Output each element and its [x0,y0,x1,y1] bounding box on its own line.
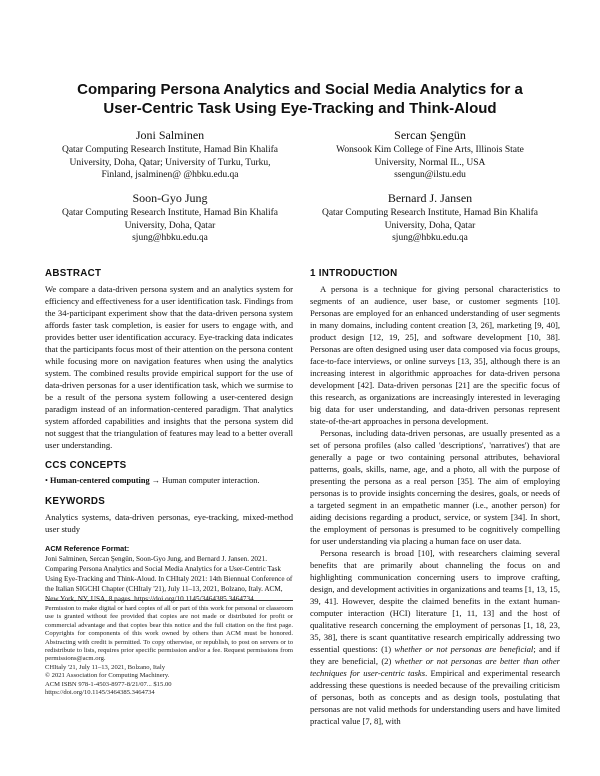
intro-paragraph-3 [310,547,560,727]
permission-notice: Permission to make digital or hard copies of all or part of this work for personal or classroom use is granted without fee provided that copies are not made or distributed for profit or commercial advantage and that copies bear this notice and the full citation on the first page. Copyrights for components of this work owned by others than ACM must be honored. Abstracting with credit is permitted. To copy otherwise, or republish, to post on servers or to redistribute to lists, requires prior specific permission and/or a fee. Request permissions from permissions@acm.org. [45,605,293,663]
author-email: ssengun@ilstu.edu [394,170,466,180]
author-affiliation: University, Doha, Qatar [124,220,216,231]
introduction-heading: 1 INTRODUCTION [310,268,398,279]
right-column [310,268,560,727]
author-email: sjung@hbku.edu.qa [132,233,208,243]
keywords-heading: KEYWORDS [45,496,106,507]
ccs-concept: Human-centered computing [49,476,150,485]
author-affiliation: Qatar Computing Research Institute, Hamad Bin Khalifa [61,145,279,155]
ccs-heading: CCS CONCEPTS [45,460,127,471]
author-block-1 [45,127,295,182]
author-name: Joni Salminen [135,128,205,142]
author-name: Soon-Gyo Jung [132,191,208,205]
author-affiliation: University, Normal IL., USA [374,157,486,168]
abstract-text: We compare a data-driven persona system and an analytics system for efficiency and effectiveness for a user identification task. Findings from the 34-participant experiment show that the data-driven persona system affords faster task completion, is easier for users to engage with, and provides better user identification accuracy. Eye-tracking data indicates that the participants focus most of their attention on the persona content while focusing more on navigation features when using the analytics system. The combined results provide empirical support for the use of data-driven personas for a user identification task, which we surmise to be a result of the persona system following a user-centered design paradigm instead of an information-centered paradigm. That analytics system afforded capabilities and insights that the persona system did not suggest that the triangulation of features may lead to a better overall user understanding. [45,284,293,450]
author-email: sjung@hbku.edu.qa [392,233,468,243]
isbn-line: ACM ISBN 978-1-4503-8977-8/21/07... $15.00 [45,680,172,688]
intro-p3-part-c: . Empirical and experimental research addressing these questions is needed because of the prevailing criticism of personas, both as concepts and as design tools, postulating that personas are not valid methods for understanding users and have limited practical value [7, 8], with [310,668,561,726]
copyright-line: © 2021 Association for Computing Machinery. [45,672,170,680]
arrow-icon: → [151,476,160,485]
research-question-1: whether or not personas are beneficial [394,644,534,654]
author-affiliation: Qatar Computing Research Institute, Hamad Bin Khalifa [321,208,539,218]
title-line-1: Comparing Persona Analytics and Social Media Analytics for a [77,81,523,98]
research-question-2: whether or not personas are better than other techniques for user-centric tasks [310,656,560,678]
abstract-heading: ABSTRACT [45,268,102,279]
ccs-subconcept: Human computer interaction. [162,476,260,485]
keywords-text: Analytics systems, data-driven personas, eye-tracking, mixed-method user study [45,512,293,534]
paper-title [40,80,560,118]
intro-paragraph-2: Personas, including data-driven personas, are usually presented as a set of persona profiles (also called 'descriptions', 'narratives') that are generally a page or two containing personal attributes, behavioral patterns, goals, skills, name, age, and a photo, all with the purpose of presenting the persona as a real person [35]. The aim of employing personas is to provide insights concerning the desires, goals, or needs of a targeted segment in an empathetic manner (i.e., another person) for aiding decisions regarding a product, service, or system [34]. In short, the employment of personas is presumed to be cognitively compelling for user understanding via placing a human face on user data. [310,428,560,546]
doi-link[interactable]: https://doi.org/10.1145/3464385.3464734 [45,689,155,697]
ccs-bullet: • [45,476,48,485]
author-block-2 [305,127,555,182]
intro-paragraph-1: A persona is a technique for giving personal characteristics to segments of an audience, user base, or customer segments [10]. Personas are employed for an enhanced understanding of user segments in many domains, including content creation [3, 26], marketing [9, 40], product design [12, 19, 25], and software development [10, 38]. Personas are often designed using user data composed via focus groups, face-to-face interviews, or online surveys [13, 35], although there is an increasing interest in algorithmic approaches for data-driven persona development [42]. Data-driven personas [21] are the specific focus of this research, as organizations are increasingly interested in leveraging big data for user understanding, and data-driven personas represent state-of-the-art approaches in persona development. [310,284,560,426]
author-affiliation: University, Doha, Qatar [384,220,476,231]
ccs-concepts [45,475,293,487]
intro-p3-part-b: ; and if they are beneficial, (2) [310,644,560,666]
intro-p3-part-a: Persona research is broad [10], with researchers claiming several benefits that are primarily about channeling the focus on and highlighting communication concerning users to improve crafting, design, and development activities in organizations and teams [1, 13, 15, 39, 41]. However, despite the claimed benefits in the extant human-computer interaction (HCI) literature [1, 11, 13] and the host of qualitative research concerning the employment of personas [1, 18, 23, 35, 38], there is scant quantitative research empirically addressing two essential questions: (1) [310,548,560,654]
reference-heading: ACM Reference Format: [45,544,130,553]
author-affiliation: Qatar Computing Research Institute, Hamad Bin Khalifa [61,208,279,218]
author-name: Bernard J. Jansen [387,191,473,205]
author-name: Sercan Şengün [394,128,466,142]
author-affiliation: Wonsook Kim College of Fine Arts, Illinois State [336,145,524,155]
left-column [45,268,293,604]
footnote [45,600,293,697]
author-block-4 [305,190,555,245]
reference-text: Joni Salminen, Sercan Şengün, Soon-Gyo Jung, and Bernard J. Jansen. 2021. Comparing Persona Analytics and Social Media Analytics for a User-Centric Task Using Eye-Tracking and Think-Aloud. In CHItaly 2021: 14th Biennual Conference of the Italian SIGCHI Chapter (CHItaly '21), July 11–13, 2021, Bolzano, Italy. ACM, New York, NY, USA, 8 pages. https://doi.org/10.1145/3464385.3464734 [45,555,293,603]
author-email: Finland, jsalminen@ @hbku.edu.qa [101,170,239,180]
title-line-2: User-Centric Task Using Eye-Tracking and Think-Aloud [103,100,497,117]
conference-line: CHItaly '21, July 11–13, 2021, Bolzano, Italy [45,663,165,671]
author-block-3 [45,190,295,245]
author-affiliation: University, Doha, Qatar; University of Turku, Turku, [69,157,271,168]
